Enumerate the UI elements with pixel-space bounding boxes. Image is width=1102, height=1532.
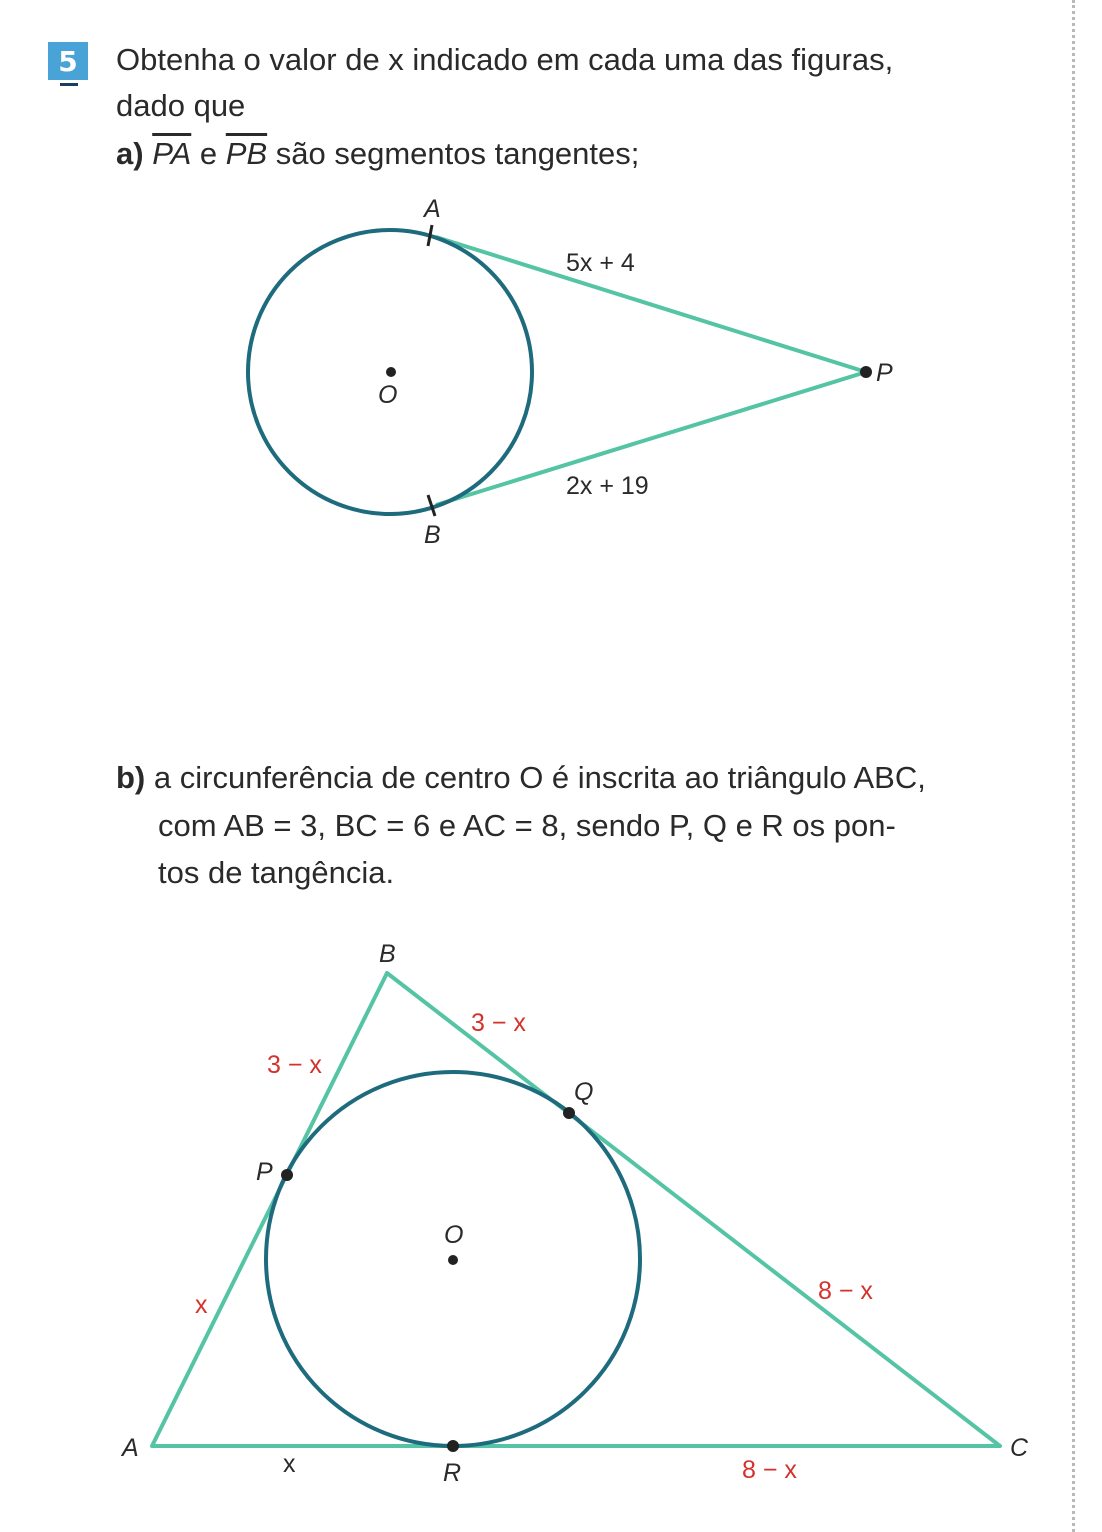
part-a-conjunction: e [199, 136, 218, 171]
length-bp: 3 − x [267, 1051, 322, 1079]
segment-pa: $\overline{PA}$ [152, 136, 192, 171]
length-ap: x [195, 1291, 208, 1319]
expression-pb: 2x + 19 [566, 472, 649, 500]
segment-pb: $\overline{PB}$ [225, 136, 268, 171]
point-r [447, 1440, 459, 1452]
part-b-marker: b) [116, 760, 146, 795]
label-q: Q [574, 1078, 594, 1106]
label-a: A [424, 195, 441, 223]
part-b-line-3: tos de tangência. [158, 855, 395, 890]
triangle-abc [152, 973, 1000, 1446]
label-p: P [256, 1158, 273, 1186]
center-point-o [448, 1255, 458, 1265]
label-o: O [444, 1221, 464, 1249]
length-cr: 8 − x [742, 1456, 797, 1484]
label-c: C [1010, 1434, 1029, 1462]
label-p: P [876, 359, 893, 387]
part-b-text-1: a circunferência de centro O é inscrita ao triângulo ABC, [153, 760, 926, 795]
point-p [281, 1169, 293, 1181]
expression-pa: 5x + 4 [566, 249, 635, 277]
label-b: B [424, 521, 441, 549]
part-b-line-2: com AB = 3, BC = 6 e AC = 8, sendo P, Q e R os pon- [158, 808, 896, 843]
length-ar: x [283, 1450, 296, 1478]
length-cq: 8 − x [818, 1277, 873, 1305]
part-a-marker: a) [116, 136, 144, 171]
exercise-number: 5 [58, 44, 78, 78]
label-r: R [443, 1459, 462, 1487]
point-q [563, 1107, 575, 1119]
intro-line-1: Obtenha o valor de x indicado em cada uma das figuras, [116, 42, 894, 77]
label-a: A [122, 1434, 139, 1462]
intro-line-2: dado que [116, 88, 246, 123]
label-b: B [379, 940, 396, 968]
length-bq: 3 − x [471, 1009, 526, 1037]
label-o: O [378, 381, 398, 409]
part-a-text: são segmentos tangentes; [275, 136, 640, 171]
